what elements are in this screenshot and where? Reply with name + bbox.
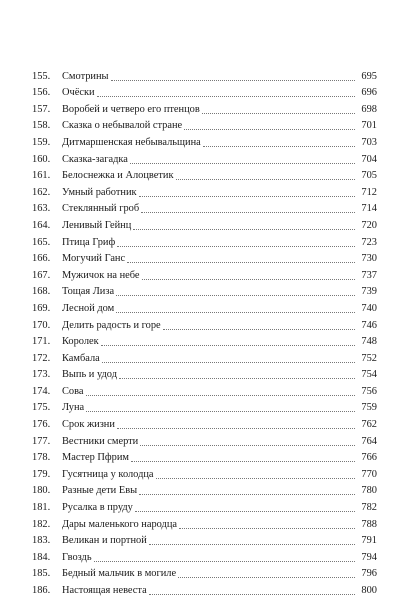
dot-leader bbox=[135, 511, 355, 512]
toc-entry-page: 796 bbox=[361, 568, 377, 580]
dot-leader bbox=[139, 494, 355, 495]
toc-entry-page: 704 bbox=[361, 153, 377, 165]
toc-entry-number: 157. bbox=[32, 103, 51, 115]
toc-entry-number: 170. bbox=[32, 319, 51, 331]
toc-entry bbox=[32, 348, 377, 365]
toc-entry bbox=[32, 531, 377, 548]
toc-entry bbox=[32, 564, 377, 581]
toc-entry-title: Стеклянный гроб bbox=[62, 203, 140, 215]
toc-entry bbox=[32, 481, 377, 498]
dot-leader bbox=[130, 163, 355, 164]
toc-entry-title: Могучий Ганс bbox=[62, 253, 126, 265]
toc-entry bbox=[32, 315, 377, 332]
toc-entry-title: Ленивый Гейнц bbox=[62, 219, 132, 231]
toc-entry-page: 759 bbox=[361, 402, 377, 414]
toc-entry-title: Смотрины bbox=[62, 70, 109, 82]
toc-entry-page: 794 bbox=[361, 551, 377, 563]
toc-entry-page: 703 bbox=[361, 136, 377, 148]
dot-leader bbox=[117, 428, 355, 429]
toc-entry-title: Гусятница у колодца bbox=[62, 468, 154, 480]
toc-entry bbox=[32, 448, 377, 465]
table-of-contents bbox=[32, 66, 377, 597]
toc-entry-title: Гвоздь bbox=[62, 551, 92, 563]
toc-entry-number: 156. bbox=[32, 87, 51, 99]
toc-entry-page: 720 bbox=[361, 219, 377, 231]
dot-leader bbox=[86, 411, 355, 412]
toc-entry-page: 752 bbox=[361, 352, 377, 364]
toc-entry bbox=[32, 116, 377, 133]
toc-entry-number: 158. bbox=[32, 120, 51, 132]
dot-leader bbox=[203, 146, 355, 147]
toc-entry bbox=[32, 83, 377, 100]
toc-entry-number: 175. bbox=[32, 402, 51, 414]
toc-entry-title: Очёски bbox=[62, 87, 95, 99]
toc-entry bbox=[32, 282, 377, 299]
toc-entry-page: 739 bbox=[361, 286, 377, 298]
dot-leader bbox=[149, 544, 355, 545]
toc-entry bbox=[32, 199, 377, 216]
toc-entry-title: Мастер Пфрим bbox=[62, 452, 129, 464]
toc-entry-number: 180. bbox=[32, 485, 51, 497]
dot-leader bbox=[111, 80, 355, 81]
toc-entry bbox=[32, 265, 377, 282]
dot-leader bbox=[178, 577, 355, 578]
dot-leader bbox=[102, 362, 355, 363]
toc-entry bbox=[32, 232, 377, 249]
toc-entry-page: 788 bbox=[361, 518, 377, 530]
dot-leader bbox=[127, 262, 355, 263]
toc-entry-page: 740 bbox=[361, 302, 377, 314]
toc-entry-number: 167. bbox=[32, 269, 51, 281]
toc-entry-title: Делить радость и горе bbox=[62, 319, 161, 331]
toc-entry bbox=[32, 580, 377, 597]
dot-leader bbox=[97, 96, 355, 97]
toc-entry-page: 695 bbox=[361, 70, 377, 82]
dot-leader bbox=[131, 461, 355, 462]
toc-entry-number: 173. bbox=[32, 369, 51, 381]
toc-entry-number: 177. bbox=[32, 435, 51, 447]
toc-entry-page: 737 bbox=[361, 269, 377, 281]
toc-entry-page: 791 bbox=[361, 535, 377, 547]
toc-entry-title: Русалка в пруду bbox=[62, 502, 133, 514]
dot-leader bbox=[94, 561, 355, 562]
toc-entry-page: 705 bbox=[361, 170, 377, 182]
toc-entry-number: 172. bbox=[32, 352, 51, 364]
toc-entry bbox=[32, 514, 377, 531]
toc-entry-title: Белоснежка и Алоцветик bbox=[62, 170, 174, 182]
toc-entry-number: 162. bbox=[32, 186, 51, 198]
toc-entry-title: Выпь и удод bbox=[62, 369, 117, 381]
toc-entry-number: 164. bbox=[32, 219, 51, 231]
dot-leader bbox=[202, 113, 355, 114]
toc-entry-title: Сова bbox=[62, 385, 84, 397]
toc-entry bbox=[32, 381, 377, 398]
dot-leader bbox=[149, 594, 355, 595]
toc-entry-number: 155. bbox=[32, 70, 51, 82]
toc-entry-number: 185. bbox=[32, 568, 51, 580]
toc-entry-title: Птица Гриф bbox=[62, 236, 116, 248]
toc-entry-number: 163. bbox=[32, 203, 51, 215]
toc-entry bbox=[32, 249, 377, 266]
toc-entry-title: Мужичок на небе bbox=[62, 269, 140, 281]
toc-entry-number: 176. bbox=[32, 419, 51, 431]
toc-entry-number: 183. bbox=[32, 535, 51, 547]
dot-leader bbox=[142, 279, 355, 280]
toc-entry-title: Дары маленького народца bbox=[62, 518, 178, 530]
toc-entry bbox=[32, 398, 377, 415]
toc-entry-title: Тощая Лиза bbox=[62, 286, 115, 298]
dot-leader bbox=[119, 378, 355, 379]
toc-entry bbox=[32, 99, 377, 116]
dot-leader bbox=[140, 445, 355, 446]
toc-entry-page: 748 bbox=[361, 336, 377, 348]
dot-leader bbox=[184, 129, 355, 130]
toc-entry bbox=[32, 66, 377, 83]
toc-entry bbox=[32, 464, 377, 481]
toc-entry bbox=[32, 149, 377, 166]
dot-leader bbox=[101, 345, 355, 346]
toc-entry-page: 746 bbox=[361, 319, 377, 331]
toc-entry bbox=[32, 182, 377, 199]
toc-entry-number: 182. bbox=[32, 518, 51, 530]
toc-entry bbox=[32, 166, 377, 183]
toc-entry-page: 800 bbox=[361, 585, 377, 596]
toc-entry-page: 723 bbox=[361, 236, 377, 248]
toc-entry-title: Сказка о небывалой стране bbox=[62, 120, 183, 132]
dot-leader bbox=[156, 478, 355, 479]
toc-entry bbox=[32, 215, 377, 232]
toc-entry bbox=[32, 298, 377, 315]
toc-entry-title: Умный работник bbox=[62, 186, 137, 198]
dot-leader bbox=[86, 395, 355, 396]
dot-leader bbox=[163, 329, 355, 330]
toc-entry-page: 762 bbox=[361, 419, 377, 431]
dot-leader bbox=[176, 179, 356, 180]
toc-entry-title: Настоящая невеста bbox=[62, 585, 147, 596]
toc-entry-number: 169. bbox=[32, 302, 51, 314]
toc-entry-page: 712 bbox=[361, 186, 377, 198]
toc-entry-number: 178. bbox=[32, 452, 51, 464]
toc-entry bbox=[32, 431, 377, 448]
toc-entry-number: 160. bbox=[32, 153, 51, 165]
toc-entry-number: 161. bbox=[32, 170, 51, 182]
toc-entry bbox=[32, 414, 377, 431]
toc-entry-number: 168. bbox=[32, 286, 51, 298]
toc-entry bbox=[32, 547, 377, 564]
toc-entry-title: Разные дети Евы bbox=[62, 485, 138, 497]
toc-entry-number: 165. bbox=[32, 236, 51, 248]
toc-entry-title: Королек bbox=[62, 336, 99, 348]
toc-entry-title: Камбала bbox=[62, 352, 100, 364]
toc-entry-title: Сказка-загадка bbox=[62, 153, 128, 165]
toc-entry-title: Бедный мальчик в могиле bbox=[62, 568, 177, 580]
toc-entry-page: 782 bbox=[361, 502, 377, 514]
toc-entry-page: 770 bbox=[361, 468, 377, 480]
toc-entry-title: Луна bbox=[62, 402, 85, 414]
toc-entry-page: 698 bbox=[361, 103, 377, 115]
dot-leader bbox=[116, 312, 355, 313]
toc-entry-title: Срок жизни bbox=[62, 419, 115, 431]
toc-entry-number: 179. bbox=[32, 468, 51, 480]
toc-entry-page: 764 bbox=[361, 435, 377, 447]
toc-entry-number: 166. bbox=[32, 253, 51, 265]
toc-entry-number: 174. bbox=[32, 385, 51, 397]
dot-leader bbox=[133, 229, 355, 230]
toc-entry-page: 701 bbox=[361, 120, 377, 132]
toc-entry-title: Дитмаршенская небывальщина bbox=[62, 136, 201, 148]
toc-entry-number: 186. bbox=[32, 585, 51, 596]
toc-entry-page: 730 bbox=[361, 253, 377, 265]
toc-entry bbox=[32, 365, 377, 382]
toc-entry-number: 181. bbox=[32, 502, 51, 514]
toc-entry bbox=[32, 132, 377, 149]
dot-leader bbox=[141, 212, 355, 213]
toc-entry bbox=[32, 332, 377, 349]
dot-leader bbox=[116, 295, 355, 296]
toc-entry-title: Вестники смерти bbox=[62, 435, 139, 447]
toc-entry-page: 696 bbox=[361, 87, 377, 99]
toc-entry-number: 171. bbox=[32, 336, 51, 348]
toc-entry-page: 780 bbox=[361, 485, 377, 497]
toc-entry-page: 754 bbox=[361, 369, 377, 381]
dot-leader bbox=[139, 196, 355, 197]
toc-entry-number: 159. bbox=[32, 136, 51, 148]
toc-entry-page: 714 bbox=[361, 203, 377, 215]
toc-entry-title: Воробей и четверо его птенцов bbox=[62, 103, 200, 115]
dot-leader bbox=[117, 246, 355, 247]
toc-entry-page: 756 bbox=[361, 385, 377, 397]
toc-entry-title: Лесной дом bbox=[62, 302, 115, 314]
dot-leader bbox=[179, 528, 355, 529]
toc-entry bbox=[32, 497, 377, 514]
toc-entry-page: 766 bbox=[361, 452, 377, 464]
toc-entry-title: Великан и портной bbox=[62, 535, 147, 547]
toc-entry-number: 184. bbox=[32, 551, 51, 563]
